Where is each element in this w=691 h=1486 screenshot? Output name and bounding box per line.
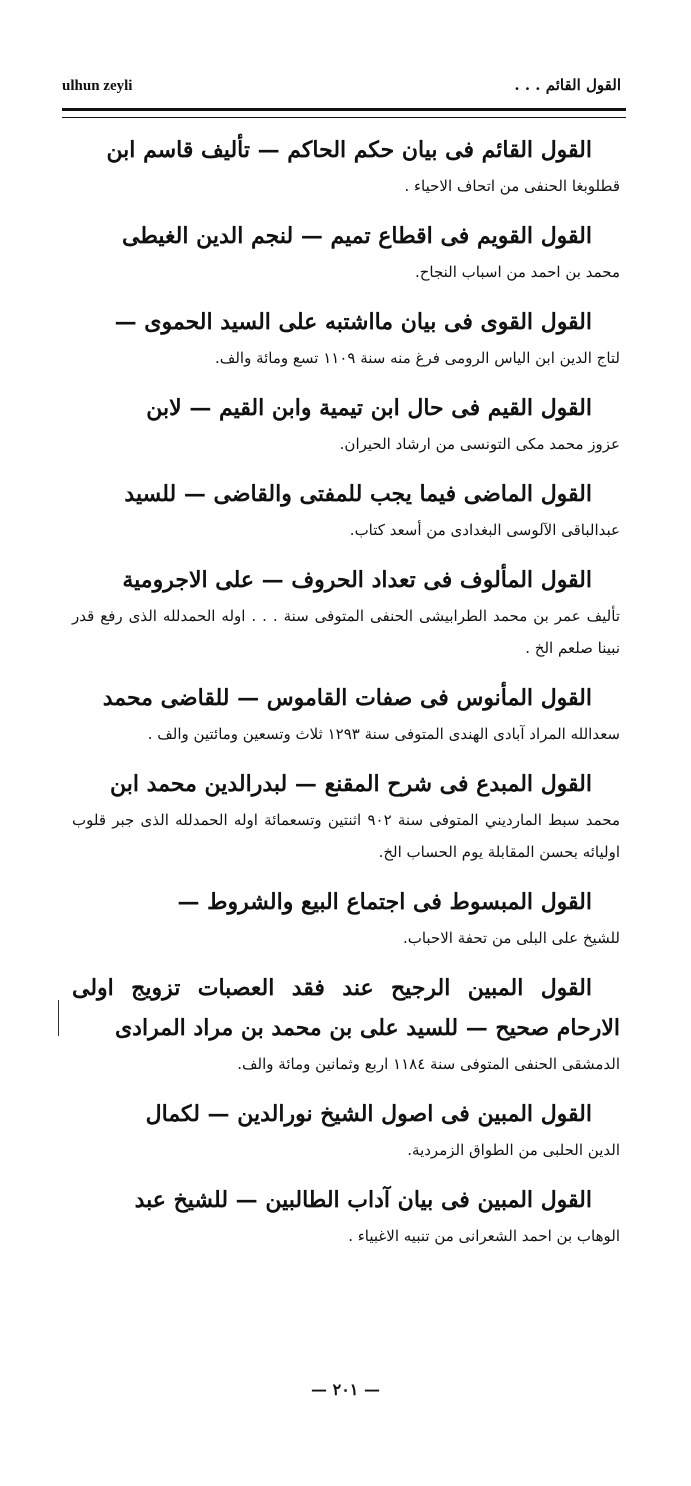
entry-description: الدين الحلبى من الطواق الزمردية. (407, 1141, 620, 1159)
bibliography-entry (72, 130, 620, 202)
entry-description: قطلوبغا الحنفى من اتحاف الاحياء . (404, 177, 620, 195)
entry-title: القول القويم فى اقطاع تميم — لنجم الدين الغيطى (122, 223, 592, 249)
entry-description: للشيخ على البلى من تحفة الاحباب. (402, 929, 620, 947)
entry-description: تأليف عمر بن محمد الطرابيشى الحنفى المتوفى سنة . . . اوله الحمدلله الذى رفع قدر نبينا صلعم الخ . (72, 607, 620, 657)
entry-title: القول المبين فى بيان آداب الطالبين — للشيخ عبد (134, 1187, 592, 1213)
entry-title: القول القيم فى حال ابن تيمية وابن القيم — لابن (146, 395, 592, 421)
entry-description: عزوز محمد مكى التونسى من ارشاد الحيران. (339, 435, 620, 453)
bibliography-entry (72, 388, 620, 460)
running-header-right: القول القائم . . . (514, 76, 621, 94)
header-rule-thin (62, 117, 626, 118)
entry-description: محمد سبط المارديني المتوفى سنة ٩٠٢ اثنتين وتسعمائة اوله الحمدلله الذى جبر قلوب اوليائه بحسن المقابلة يوم الحساب الخ. (72, 811, 620, 861)
entry-title: القول المأنوس فى صفات القاموس — للقاضى محمد (102, 685, 592, 711)
margin-mark (58, 1000, 59, 1036)
bibliography-entry (72, 560, 620, 664)
bibliography-entry (72, 1094, 620, 1166)
entry-title: القول المبسوط فى اجتماع البيع والشروط — (177, 889, 592, 915)
entry-description: لتاج الدين ابن الياس الرومى فرغ منه سنة ١١٠٩ تسع ومائة والف. (215, 349, 620, 367)
entry-title: القول الماضى فيما يجب للمفتى والقاضى — للسيد (124, 481, 592, 507)
bibliography-entry (72, 1180, 620, 1252)
entry-description: سعدالله المراد آبادى الهندى المتوفى سنة ١٢٩٣ ثلاث وتسعين ومائتين والف . (147, 725, 620, 743)
entry-list (72, 130, 620, 1266)
bibliography-entry (72, 474, 620, 546)
entry-title: القول القائم فى بيان حكم الحاكم — تأليف قاسم ابن (106, 137, 592, 163)
bibliography-entry (72, 216, 620, 288)
bibliography-entry (72, 678, 620, 750)
running-header-left: ulhun zeyli (62, 78, 133, 94)
entry-title: القول المبين الرجيح عند فقد العصبات تزويج اولى الارحام صحيح — للسيد على بن محمد بن مراد المرادى (72, 975, 620, 1041)
entry-description: الوهاب بن احمد الشعرانى من تنبيه الاغبياء . (348, 1227, 620, 1245)
entry-title: القول المبين فى اصول الشيخ نورالدين — لكمال (145, 1101, 592, 1127)
bibliography-entry (72, 968, 620, 1080)
entry-title: القول المألوف فى تعداد الحروف — على الاجرومية (122, 567, 592, 593)
bibliography-entry (72, 764, 620, 868)
entry-description: الدمشقى الحنفى المتوفى سنة ١١٨٤ اربع وثمانين ومائة والف. (237, 1055, 620, 1073)
bibliography-entry (72, 302, 620, 374)
entry-title: القول القوى فى بيان مااشتبه على السيد الحموى — (114, 309, 592, 335)
entry-description: محمد بن احمد من اسباب النجاح. (414, 263, 620, 281)
bibliography-entry (72, 882, 620, 954)
entry-description: عبدالباقى الآلوسى البغدادى من أسعد كتاب. (349, 521, 620, 539)
entry-title: القول المبدع فى شرح المقنع — لبدرالدين محمد ابن (109, 771, 592, 797)
page-number: — ٢٠١ — (311, 1380, 380, 1399)
header-rule-thick (62, 108, 626, 111)
